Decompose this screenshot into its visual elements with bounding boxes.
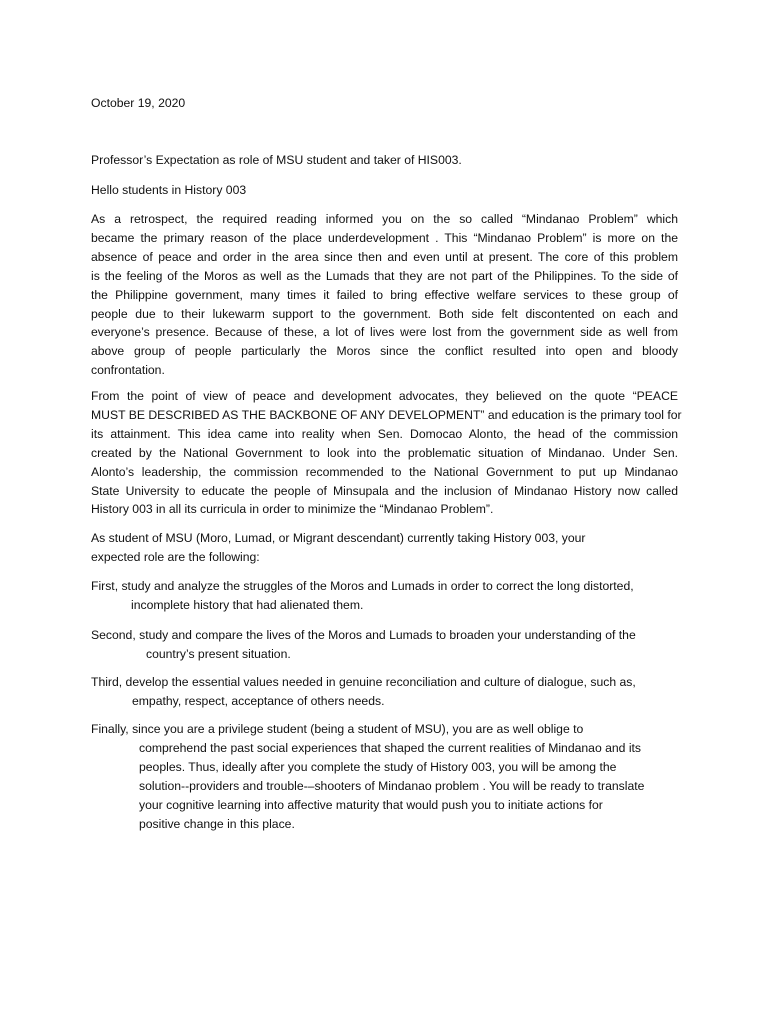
role-item-second xyxy=(91,626,636,664)
paragraph-line: people due to their lukewarm support to the government. Both side felt discontented on each and xyxy=(91,306,678,321)
role-item-first xyxy=(91,577,634,615)
paragraph-line: MUST BE DESCRIBED AS THE BACKBONE OF ANY DEVELOPMENT” and education is the primary tool for xyxy=(91,407,682,422)
letter-subject: Professor’s Expectation as role of MSU student and taker of HIS003. xyxy=(91,153,462,167)
role-item-line: your cognitive learning into affective maturity that would push you to initiate actions for xyxy=(139,797,603,812)
paragraph-line: the Philippine government, many times it failed to bring effective welfare services to these group of xyxy=(91,287,678,302)
paragraph-line: History 003 in all its curricula in order to minimize the “Mindanao Problem”. xyxy=(91,502,494,517)
role-item-line: First, study and analyze the struggles of the Moros and Lumads in order to correct the long distorted, xyxy=(91,579,634,593)
paragraph-line: expected role are the following: xyxy=(91,549,260,564)
role-item-line: Finally, since you are a privilege student (being a student of MSU), you are as well oblige to xyxy=(91,722,584,736)
role-item-line: empathy, respect, acceptance of others needs. xyxy=(132,693,385,708)
role-item-line: comprehend the past social experiences that shaped the current realities of Mindanao and its xyxy=(139,740,642,755)
paragraph-role-intro xyxy=(91,529,678,567)
letter-date: October 19, 2020 xyxy=(91,96,186,110)
role-item-line: positive change in this place. xyxy=(139,816,295,831)
paragraph-line: As student of MSU (Moro, Lumad, or Migrant descendant) currently taking History 003, your xyxy=(91,531,586,545)
paragraph-line: As a retrospect, the required reading informed you on the so called “Mindanao Problem” which xyxy=(91,212,678,226)
role-item-line: Second, study and compare the lives of the Moros and Lumads to broaden your understanding of the xyxy=(91,628,636,642)
paragraph-retrospect xyxy=(91,210,678,380)
role-item-third xyxy=(91,673,636,711)
letter-greeting: Hello students in History 003 xyxy=(91,183,247,197)
paragraph-line: absence of peace and order in the area since then and even until at present. The core of this problem xyxy=(91,249,678,264)
paragraph-line: State University to educate the people of Minsupala and the inclusion of Mindanao History now called xyxy=(91,483,678,498)
paragraph-peace xyxy=(91,387,682,519)
role-item-line: peoples. Thus, ideally after you complete the study of History 003, you will be among the xyxy=(139,759,617,774)
paragraph-line: everyone’s presence. Because of these, a lot of lives were lost from the government side as well from xyxy=(91,325,678,340)
role-item-line: incomplete history that had alienated them. xyxy=(131,597,364,612)
paragraph-line: above group of people particularly the Moros since the conflict resulted into open and bloody xyxy=(91,344,678,359)
paragraph-line: From the point of view of peace and development advocates, they believed on the quote “PEACE xyxy=(91,389,678,403)
role-item-line: solution--providers and trouble-–shooters of Mindanao problem . You will be ready to translate xyxy=(139,778,645,793)
role-item-line: Third, develop the essential values needed in genuine reconciliation and culture of dialogue, such as, xyxy=(91,675,636,689)
role-item-line: country’s present situation. xyxy=(146,646,291,661)
paragraph-line: confrontation. xyxy=(91,363,165,378)
paragraph-line: Alonto’s leadership, the commission recommended to the National Government to put up Mindanao xyxy=(91,464,678,479)
paragraph-line: created by the National Government to look into the problematic situation of Mindanao. Under Sen. xyxy=(91,445,678,460)
role-item-finally xyxy=(91,720,644,833)
paragraph-line: is the feeling of the Moros as well as the Lumads that they are not part of the Philippines. To the side of xyxy=(91,268,678,283)
paragraph-line: its attainment. This idea came into reality when Sen. Domocao Alonto, the head of the commission xyxy=(91,426,678,441)
paragraph-line: became the primary reason of the place underdevelopment . This “Mindanao Problem” is more on the xyxy=(91,230,678,245)
